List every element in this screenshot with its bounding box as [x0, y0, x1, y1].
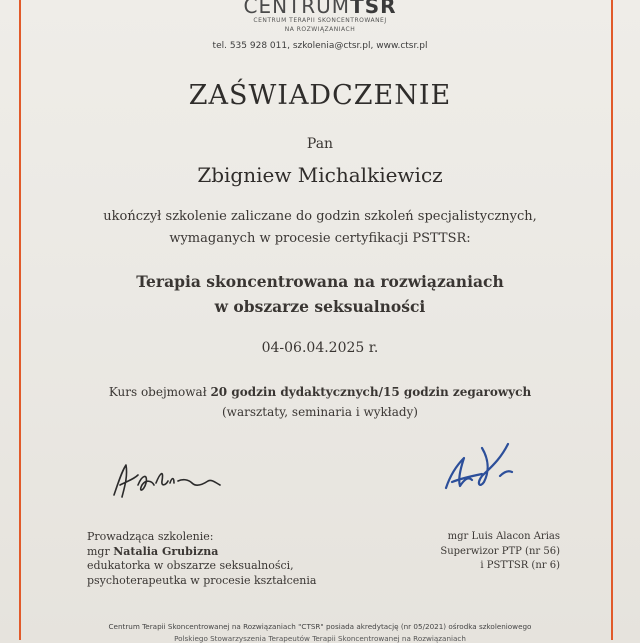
- course-title-line-1: Terapia skoncentrowana na rozwiązaniach: [136, 272, 504, 291]
- logo-main-text: CENTRUM: [243, 0, 351, 18]
- logo-bold-text: TSR: [350, 0, 397, 18]
- supervisor-signature: [438, 436, 528, 500]
- course-hours: [0, 385, 640, 399]
- course-title-line-2: w obszarze seksualności: [214, 297, 426, 316]
- supervisor-name: mgr Luis Alacon Arias: [447, 531, 560, 542]
- lecturer-signature: [108, 455, 228, 509]
- lecturer-title: mgr: [87, 544, 110, 558]
- logo-subtitle-1: CENTRUM TERAPII SKONCENTROWANEJ: [253, 17, 387, 24]
- lecturer-name: Natalia Grubizna: [113, 544, 219, 558]
- lecturer-name-line: [87, 545, 316, 560]
- statement-line-1: ukończył szkolenie zaliczane do godzin szkoleń specjalistycznych,: [103, 209, 537, 224]
- logo-subtitle-2: NA ROZWIĄZANIACH: [284, 26, 356, 33]
- lecturer-role-1: edukatorka w obszarze seksualności,: [87, 559, 294, 572]
- logo: [0, 0, 640, 18]
- contact-info: tel. 535 928 011, szkolenia@ctsr.pl, www.ctsr.pl: [212, 41, 428, 51]
- course-hours-detail: (warsztaty, seminaria i wykłady): [221, 405, 418, 419]
- lecturer-label: Prowadząca szkolenie:: [87, 530, 214, 543]
- lecturer-role-2: psychoterapeutka w procesie kształcenia: [87, 573, 317, 587]
- statement-line-2: wymaganych w procesie certyfikacji PSTTSR:: [169, 231, 471, 246]
- hours-prefix: Kurs obejmował: [108, 385, 207, 399]
- certificate-title: ZAŚWIADCZENIE: [188, 80, 452, 111]
- hours-bold: 20 godzin dydaktycznych/15 godzin zegarowych: [210, 385, 532, 399]
- footer-association: Polskiego Stowarzyszenia Terapeutów Terapii Skoncentrowanej na Rozwiązaniach: [174, 634, 466, 643]
- footer-accreditation: Centrum Terapii Skoncentrowanej na Rozwiązaniach "CTSR" posiada akredytację (nr 05/2021) ośrodka szkoleniowego: [108, 622, 532, 631]
- supervisor-block: [440, 530, 560, 574]
- lecturer-block: [87, 530, 316, 588]
- supervisor-role-2: i PSTTSR (nr 6): [480, 560, 560, 571]
- salutation: Pan: [306, 136, 334, 152]
- supervisor-role-1: Superwizor PTP (nr 56): [440, 545, 560, 557]
- recipient-name: Zbigniew Michalkiewicz: [197, 163, 443, 187]
- course-dates: 04-06.04.2025 r.: [261, 340, 379, 356]
